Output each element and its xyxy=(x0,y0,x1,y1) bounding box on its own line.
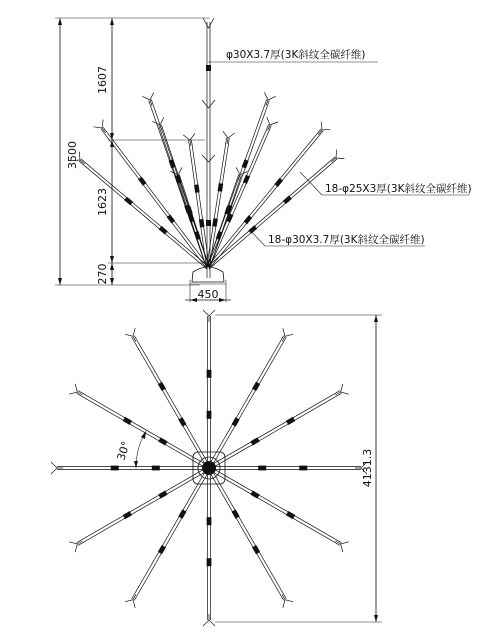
plan-spoke-7 xyxy=(51,462,209,474)
plan-spoke-2 xyxy=(208,384,349,469)
callout-thin-diagonals xyxy=(300,172,472,195)
plan-spoke-4 xyxy=(203,310,215,468)
plan-view xyxy=(51,310,382,626)
dimension-total-height xyxy=(55,18,210,285)
upper-segment-label: 1607 xyxy=(96,66,109,94)
thick-diagonals-callout: 18-φ30X3.7厚(3K斜纹全碳纤维) xyxy=(268,234,425,246)
dimension-overall-span xyxy=(215,315,382,622)
plan-spoke-5 xyxy=(125,328,210,469)
plan-spoke-3 xyxy=(208,328,293,469)
center-rod-callout: φ30X3.7厚(3K斜纹全碳纤维) xyxy=(226,49,366,61)
elevation-view xyxy=(55,18,472,302)
angle-annotation xyxy=(114,431,146,468)
base-segment-label: 270 xyxy=(96,263,109,285)
callout-thick-diagonals xyxy=(250,230,425,246)
base-block xyxy=(185,267,231,302)
callout-center-rod xyxy=(208,48,378,62)
plan-spoke-10 xyxy=(203,468,215,626)
middle-segment-label: 1623 xyxy=(96,188,109,216)
base-width-label: 450 xyxy=(197,288,219,301)
plan-spoke-8 xyxy=(69,467,210,552)
plan-spoke-9 xyxy=(125,467,210,608)
angle-label: 30° xyxy=(114,439,133,463)
thin-diagonals-callout: 18-φ25X3厚(3K斜纹全碳纤维) xyxy=(325,183,472,195)
center-rod xyxy=(202,18,215,278)
diagonal-rod-5 xyxy=(207,92,276,268)
plan-spoke-1 xyxy=(209,462,367,474)
plan-spoke-11 xyxy=(208,467,293,608)
total-height-label: 3500 xyxy=(66,141,79,169)
plan-spoke-12 xyxy=(208,467,349,552)
diagonal-rod-1 xyxy=(142,92,209,268)
plan-hub xyxy=(193,452,225,484)
plan-spoke-6 xyxy=(69,384,210,469)
overall-span-label: 4131.3 xyxy=(361,448,374,488)
